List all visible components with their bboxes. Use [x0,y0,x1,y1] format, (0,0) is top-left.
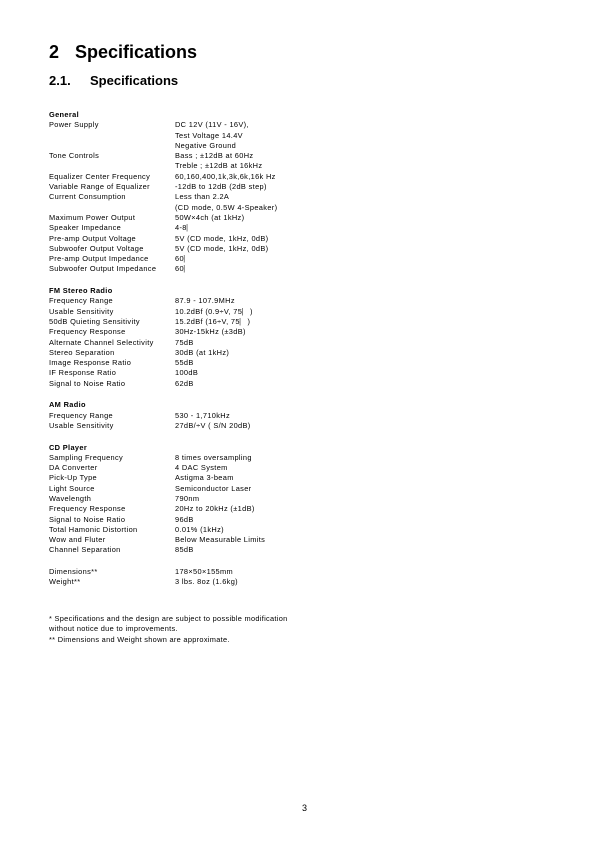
spec-label: Light Source [49,483,95,493]
spec-values [175,515,549,525]
spec-row [49,358,549,368]
spec-label: Power Supply [49,120,99,130]
spec-row [49,379,549,389]
spec-value: 60⎸ [175,254,192,264]
specifications-list [49,110,549,588]
spec-row [49,525,549,535]
spec-value: 30dB (at 1kHz) [175,347,230,357]
chapter-title: Specifications [75,42,198,62]
spec-label: Frequency Response [49,327,126,337]
section-heading [49,73,178,88]
spec-group [49,443,549,556]
spec-row [49,421,549,431]
spec-values [175,120,549,151]
spec-value: 790nm [175,493,200,503]
footnote-line: * Specifications and the design are subject to possible modification [49,614,288,623]
spec-values [175,535,549,545]
group-spacer [49,556,549,567]
spec-value: 10.2dBf (0.9÷V, 75⎸) [175,306,253,316]
spec-value: 178×50×155mm [175,567,234,577]
spec-group [49,400,549,431]
spec-values [175,567,549,577]
spec-label: Sampling Frequency [49,452,124,462]
spec-values [175,317,549,327]
spec-label: Pick-Up Type [49,473,98,483]
spec-label: Usable Sensitivity [49,306,114,316]
spec-value: 15.2dBf (16÷V, 75⎸) [175,316,251,326]
spec-label: Frequency Response [49,504,126,514]
spec-value: -12dB to 12dB (2dB step) [175,182,267,192]
spec-label: Pre-amp Output Voltage [49,233,136,243]
spec-values [175,254,549,264]
spec-value: (CD mode, 0.5W 4-Speaker) [175,202,278,212]
spec-values [175,182,549,192]
chapter-number: 2 [49,42,60,62]
spec-row [49,567,549,577]
spec-label: IF Response Ratio [49,368,117,378]
spec-label: Alternate Channel Selectivity [49,337,154,347]
spec-row [49,545,549,555]
spec-value: 60,160,400,1k,3k,6k,16k Hz [175,171,276,181]
spec-value: 50W×4ch (at 1kHz) [175,212,245,222]
spec-values [175,494,549,504]
footnote-line: without notice due to improvements. [49,624,178,634]
spec-value: 27dB/÷V ( S/N 20dB) [175,420,251,430]
spec-values [175,504,549,514]
spec-label: Dimensions** [49,567,98,577]
spec-label: Variable Range of Equalizer [49,182,150,192]
spec-label: Current Consumption [49,192,126,202]
spec-value: 0.01% (1kHz) [175,524,224,534]
spec-label: Weight** [49,577,81,587]
spec-values [175,545,549,555]
spec-label: Image Response Ratio [49,358,132,368]
spec-value: 5V (CD mode, 1kHz, 0dB) [175,233,269,243]
spec-values [175,192,549,213]
spec-label: Usable Sensitivity [49,420,114,430]
spec-value: 60⎸ [175,264,192,274]
spec-label: Speaker Impedance [49,223,122,233]
spec-value: Less than 2.2A [175,192,230,202]
spec-value: Treble ; ±12dB at 16kHz [175,161,263,171]
spec-value: 96dB [175,514,194,524]
spec-values [175,234,549,244]
spec-row [49,338,549,348]
spec-group [49,110,549,275]
spec-row [49,151,549,172]
spec-value: 5V (CD mode, 1kHz, 0dB) [175,243,269,253]
spec-group-title: FM Stereo Radio [49,286,113,296]
spec-row [49,535,549,545]
spec-row [49,172,549,182]
spec-row [49,223,549,233]
group-spacer [49,431,549,442]
spec-values [175,411,549,421]
spec-label: Equalizer Center Frequency [49,171,151,181]
spec-value: Bass ; ±12dB at 60Hz [175,151,254,161]
spec-values [175,577,549,587]
spec-row [49,348,549,358]
spec-value: 530 - 1,710kHz [175,410,231,420]
footnotes [49,614,469,645]
spec-values [175,244,549,254]
spec-label: Signal to Noise Ratio [49,378,126,388]
spec-values [175,327,549,337]
spec-row [49,254,549,264]
spec-group-title: AM Radio [49,400,86,410]
spec-values [175,213,549,223]
spec-label: Subwoofer Output Impedance [49,264,157,274]
spec-label: Subwoofer Output Voltage [49,243,144,253]
spec-values [175,296,549,306]
spec-label: Total Hamonic Distortion [49,524,138,534]
spec-row [49,515,549,525]
spec-row [49,234,549,244]
spec-values [175,172,549,182]
spec-row [49,307,549,317]
spec-row [49,317,549,327]
spec-value: 20Hz to 20kHz (±1dB) [175,504,255,514]
spec-values [175,463,549,473]
spec-row [49,264,549,274]
spec-label: Stereo Separation [49,347,115,357]
spec-values [175,421,549,431]
spec-value: Astigma 3-beam [175,473,234,483]
spec-value: 4-8⎸ [175,223,195,233]
spec-row [49,120,549,151]
spec-row [49,494,549,504]
spec-value: 75dB [175,337,194,347]
spec-value: Negative Ground [175,140,237,150]
spec-value: 4 DAC System [175,463,228,473]
spec-value: 3 lbs. 8oz (1.6kg) [175,577,238,587]
section-number: 2.1. [49,73,71,88]
spec-value: Test Voltage 14.4V [175,130,243,140]
page-number: 3 [302,803,308,813]
spec-label: Signal to Noise Ratio [49,514,126,524]
spec-value: 62dB [175,378,194,388]
spec-values [175,264,549,274]
spec-row [49,411,549,421]
spec-row [49,577,549,587]
spec-row [49,473,549,483]
spec-values [175,484,549,494]
spec-label: Tone Controls [49,151,100,161]
spec-label: Wavelength [49,493,92,503]
spec-value: Semiconductor Laser [175,483,252,493]
spec-values [175,358,549,368]
spec-values [175,473,549,483]
spec-value: DC 12V (11V - 16V), [175,120,249,130]
spec-values [175,368,549,378]
spec-group [49,286,549,389]
spec-label: Maximum Power Output [49,212,136,222]
section-title: Specifications [90,73,179,88]
spec-value: 30Hz-15kHz (±3dB) [175,327,246,337]
spec-values [175,348,549,358]
spec-row [49,463,549,473]
spec-row [49,327,549,337]
spec-values [175,338,549,348]
spec-label: DA Converter [49,463,98,473]
spec-row [49,484,549,494]
spec-values [175,307,549,317]
spec-group-title: General [49,110,79,119]
chapter-heading [49,42,197,63]
spec-label: Frequency Range [49,296,113,306]
spec-row [49,182,549,192]
group-spacer [49,389,549,400]
spec-values [175,525,549,535]
spec-values [175,379,549,389]
group-spacer [49,275,549,286]
spec-row [49,453,549,463]
spec-value: 85dB [175,545,194,555]
spec-value: 87.9 - 107.9MHz [175,296,235,306]
spec-label: 50dB Quieting Sensitivity [49,316,140,326]
spec-group-title: CD Player [49,442,88,452]
spec-row [49,296,549,306]
spec-values [175,151,549,172]
spec-value: 55dB [175,358,194,368]
spec-label: Wow and Fluter [49,535,106,545]
footnote-line: ** Dimensions and Weight shown are approximate. [49,634,230,644]
spec-label: Pre-amp Output Impedance [49,254,149,264]
spec-row [49,192,549,213]
spec-row [49,213,549,223]
spec-label: Frequency Range [49,410,113,420]
spec-values [175,223,549,233]
spec-row [49,504,549,514]
spec-values [175,453,549,463]
spec-row [49,244,549,254]
spec-value: 100dB [175,368,199,378]
spec-group [49,567,549,588]
spec-value: Below Measurable Limits [175,535,266,545]
spec-value: 8 times oversampling [175,452,252,462]
spec-label: Channel Separation [49,545,121,555]
spec-row [49,368,549,378]
